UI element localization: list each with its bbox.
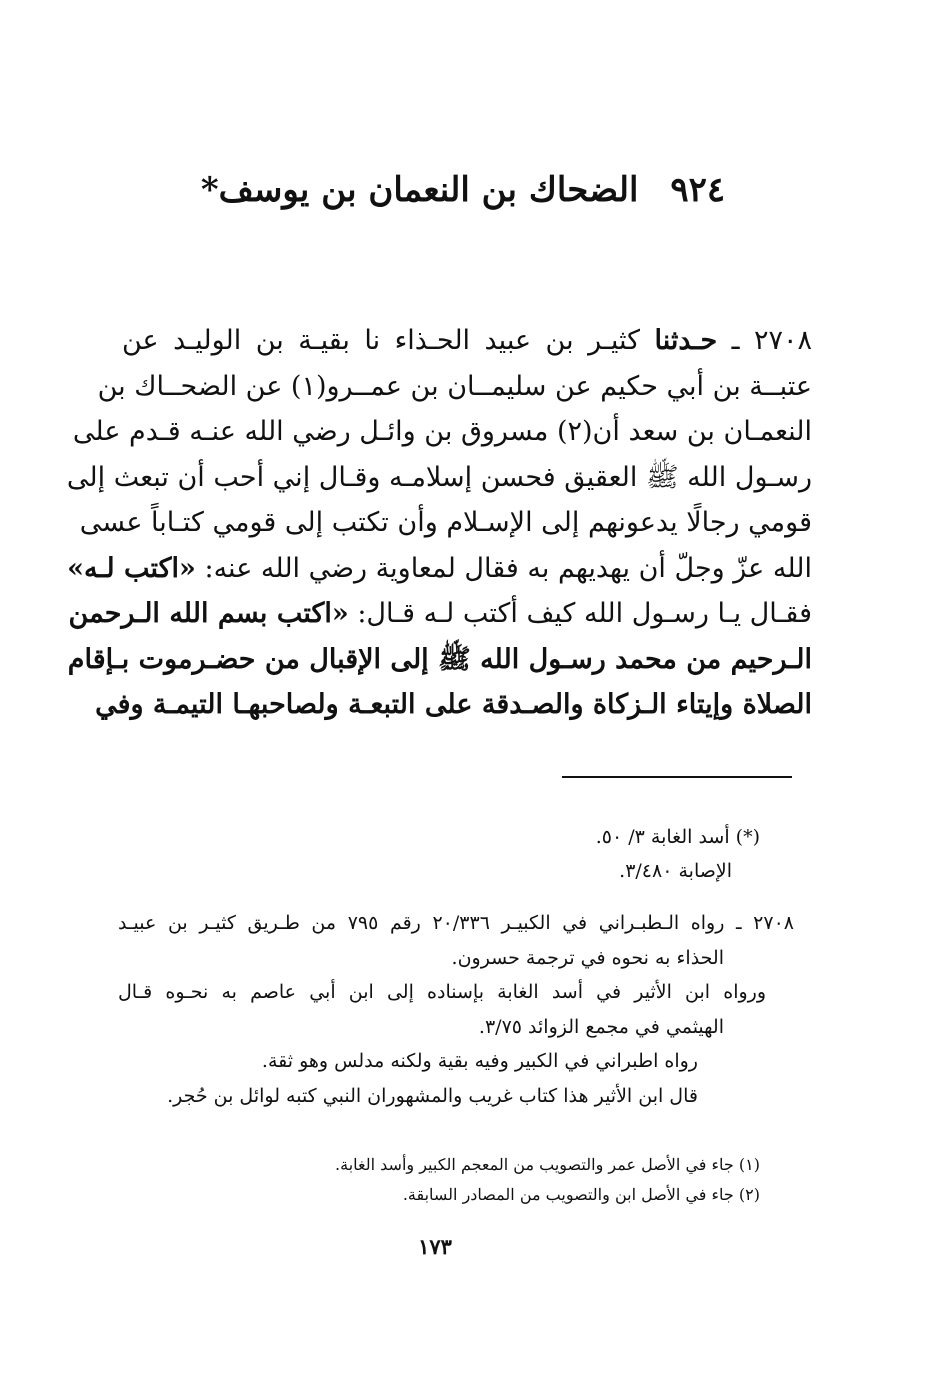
commentary-line: الهيثمي في مجمع الزوائد ٣/٧٥. [478, 1015, 724, 1038]
takhrij-commentary [118, 906, 794, 1113]
text-line [122, 318, 812, 364]
source-references [380, 820, 760, 888]
text-segment: ٢٧٠٨ ـ [717, 325, 812, 356]
text-segment: كثيـر بن عبيد الحـذاء نا بقيـة بن الوليـد عن [122, 325, 655, 356]
editor-notes [300, 1150, 760, 1210]
text-line [95, 682, 812, 728]
text-segment: عتبــة بن أبي حكيم عن سليمــان بن عمــرو(١) عن الضحــاك بن [97, 370, 812, 402]
note-line: (١) جاء في الأصل عمر والتصويب من المعجم الكبير وأسد الغابة. [335, 1155, 760, 1174]
commentary-line: رواه اطبراني في الكبير وفيه بقية ولكنه مدلس وهو ثقة. [261, 1050, 698, 1072]
text-segment: رسـول الله ﷺ العقيق فحسن إسلامـه وقـال إني أحب أن تبعث إلى [66, 461, 812, 493]
text-line [72, 409, 812, 455]
source-line: (*) أسد الغابة ٣/ ٥٠. [595, 826, 760, 848]
text-segment: فقـال يـا رسـول الله كيف أكتب لـه قـال: [348, 598, 812, 629]
text-line [66, 455, 812, 501]
text-segment: الله عزّ وجلّ أن يهديهم به فقال لمعاوية رضي الله عنه: [195, 552, 812, 584]
hadith-text [66, 318, 812, 728]
text-line [67, 637, 812, 683]
text-line [79, 500, 812, 546]
chapter-heading [150, 168, 776, 212]
chapter-title: الضحاك بن النعمان بن يوسف* [200, 170, 639, 210]
commentary-line: قال ابن الأثير هذا كتاب غريب والمشهوران النبي كتبه لوائل بن حُجر. [167, 1084, 698, 1107]
commentary-line: ٢٧٠٨ ـ رواه الـطبـراني في الكبيـر ٢٠/٣٣٦ رقم ٧٩٥ من طـريق كثيـر بن عبيـد [118, 912, 794, 934]
text-segment: قومي رجالًا يدعونهم إلى الإسـلام وأن تكتب إلى قومي كتـاباً عسى [79, 507, 812, 538]
chapter-number: ٩٢٤ [670, 170, 726, 210]
commentary-line: ورواه ابن الأثير في أسد الغابة بإسناده إلى ابن أبي عاصم به نحـوه قـال [118, 981, 766, 1003]
text-segment: النعمـان بن سعد أن(٢) مسروق بن وائـل رضي الله عنـه قـدم على [72, 416, 812, 447]
text-line [68, 591, 812, 637]
note-line: (٢) جاء في الأصل ابن والتصويب من المصادر السابقة. [402, 1185, 760, 1204]
bold-segment: «اكتب بسم الله الـرحمن [68, 598, 349, 629]
bold-segment: الـرحيم من محمد رسـول الله ﷺ إلى الإقبال من حضـرموت بـإقام [67, 643, 812, 675]
text-line [67, 546, 812, 592]
commentary-line: الحذاء به نحوه في ترجمة حسرون. [451, 946, 724, 969]
page-number: ١٧٣ [418, 1234, 452, 1259]
bold-segment: «اكتب لـه» [67, 552, 196, 584]
bold-segment: الصلاة وإيتاء الـزكاة والصـدقة على التبعـة ولصاحبهـا التيمـة وفي [95, 689, 812, 720]
bold-segment: حـدثنا [654, 325, 718, 356]
source-line: الإصابة ٣/٤٨٠. [619, 860, 732, 882]
footnote-divider [562, 776, 792, 778]
text-line [97, 364, 812, 410]
